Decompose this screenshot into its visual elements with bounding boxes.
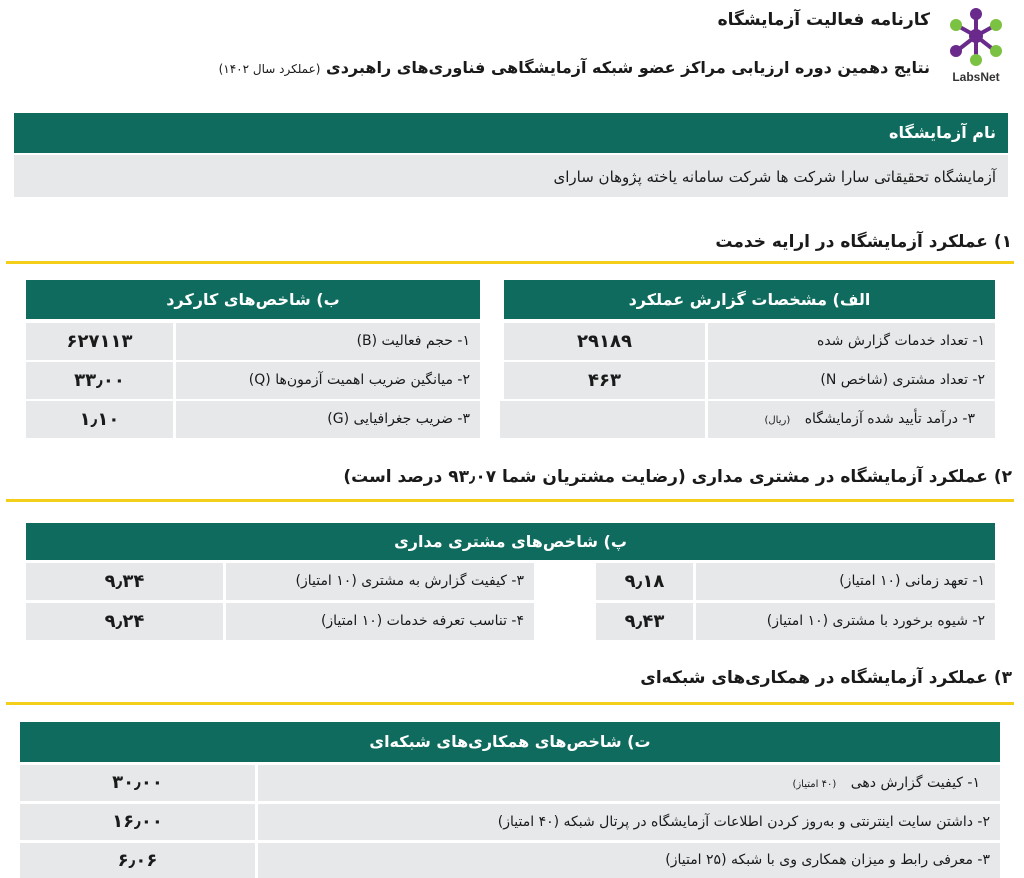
table-a-row-3-label: ۳- درآمد تأیید شده آزمایشگاه (ریال) [708,401,995,438]
table-a-row-2-value: ۴۶۳ [504,362,705,399]
table-b-row-1-label: ۱- حجم فعالیت (B) [176,323,480,360]
table-b-row-2-label: ۲- میانگین ضریب اهمیت آزمون‌ها (Q) [176,362,480,399]
report-title: کارنامه فعالیت آزمایشگاه [717,10,930,30]
lab-name-header: نام آزمایشگاه [14,113,1008,153]
section3-title: ۳) عملکرد آزمایشگاه در همکاری‌های شبکه‌ای [640,668,1012,688]
table-a-row-1-label: ۱- تعداد خدمات گزارش شده [708,323,995,360]
table-p-row-3-label: ۳- کیفیت گزارش به مشتری (۱۰ امتیاز) [226,563,534,600]
table-a-row-1-value: ۲۹۱۸۹ [504,323,705,360]
table-b-row-2-value: ۳۳٫۰۰ [26,362,173,399]
section2-divider [6,499,1014,502]
table-p-row-2-value: ۹٫۴۳ [596,603,693,640]
table-b-row-3-value: ۱٫۱۰ [26,401,173,438]
table-b-row-3-label: ۳- ضریب جغرافیایی (G) [176,401,480,438]
table-b-row-1-value: ۶۲۷۱۱۳ [26,323,173,360]
table-a-header: الف) مشخصات گزارش عملکرد [504,280,995,319]
table-t-row-1-label: ۱- کیفیت گزارش دهی (۴۰ امتیاز) [258,765,1000,801]
labsnet-logo [936,4,1016,90]
table-p-row-2-label: ۲- شیوه برخورد با مشتری (۱۰ امتیاز) [696,603,995,640]
table-p-row-4-value: ۹٫۲۴ [26,603,223,640]
table-p-row-3-value: ۹٫۳۴ [26,563,223,600]
table-t-row-1-value: ۳۰٫۰۰ [20,765,255,801]
labsnet-logo-icon [936,4,1016,70]
table-p-row-4-label: ۴- تناسب تعرفه خدمات (۱۰ امتیاز) [226,603,534,640]
lab-name-value: آزمایشگاه تحقیقاتی سارا شرکت ها شرکت سامانه یاخته پژوهان سارای [14,155,1008,197]
table-t-header: ت) شاخص‌های همکاری‌های شبکه‌ای [20,722,1000,762]
table-b-header: ب) شاخص‌های کارکرد [26,280,480,319]
section1-divider [6,261,1014,264]
logo-text: LabsNet [952,70,1000,84]
section1-title: ۱) عملکرد آزمایشگاه در ارایه خدمت [715,232,1012,252]
table-t-row-2-value: ۱۶٫۰۰ [20,804,255,840]
table-t-row-3-label: ۳- معرفی رابط و میزان همکاری وی با شبکه (۲۵ امتیاز) [258,843,1000,878]
report-subtitle [50,58,930,77]
table-a-row-3-value [500,401,705,438]
table-t-row-3-value: ۶٫۰۶ [20,843,255,878]
subtitle-note: (عملکرد سال ۱۴۰۲) [218,62,321,76]
subtitle-text: نتایج دهمین دوره ارزیابی مراکز عضو شبکه آزمایشگاهی فناوری‌های راهبردی [326,58,930,77]
section3-divider [6,702,1014,705]
table-p-row-1-value: ۹٫۱۸ [596,563,693,600]
section2-title: ۲) عملکرد آزمایشگاه در مشتری مداری (رضایت مشتریان شما ۹۳٫۰۷ درصد است) [343,467,1012,487]
table-p-row-1-label: ۱- تعهد زمانی (۱۰ امتیاز) [696,563,995,600]
table-a-row-2-label: ۲- تعداد مشتری (شاخص N) [708,362,995,399]
table-t-row-2-label: ۲- داشتن سایت اینترنتی و به‌روز کردن اطلاعات آزمایشگاه در پرتال شبکه (۴۰ امتیاز) [258,804,1000,840]
table-p-header: پ) شاخص‌های مشتری مداری [26,523,995,560]
